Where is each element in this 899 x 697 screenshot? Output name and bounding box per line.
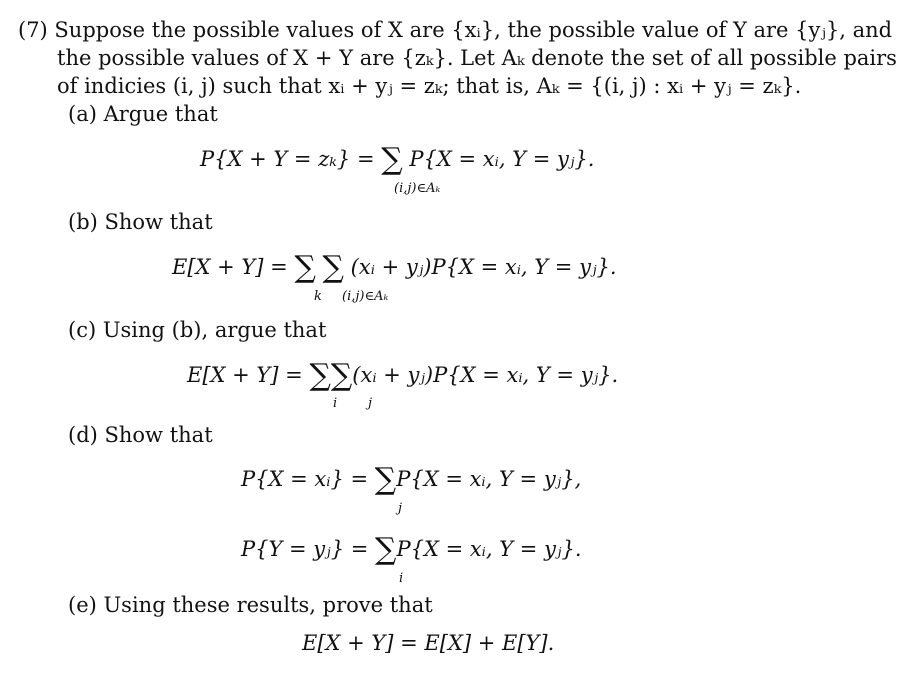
part-d-eq1-lhs: P{X = xᵢ} =	[241, 467, 369, 491]
part-c-sum-index-i: i	[333, 396, 338, 411]
part-b-label: (b) Show that	[68, 210, 213, 234]
part-b-sum-sign-outer: ∑	[294, 250, 316, 285]
part-d-eq2-sum-index: i	[399, 571, 404, 586]
part-a-sum-index: (i,j)∈Aₖ	[394, 181, 441, 196]
part-c-sum-index-j: j	[368, 396, 373, 411]
part-a-lhs: P{X + Y = zₖ} =	[200, 147, 375, 171]
part-d-label: (d) Show that	[68, 423, 213, 447]
part-b-lhs: E[X + Y] =	[172, 255, 288, 279]
part-c-equation	[187, 358, 619, 393]
part-b-sum-index-outer: k	[314, 289, 322, 304]
part-d-eq1-sum-sign: ∑	[374, 462, 397, 497]
part-c-rhs: (xᵢ + yⱼ)P{X = xᵢ, Y = yⱼ}.	[352, 363, 619, 387]
part-d-eq1-sum-index: j	[398, 501, 403, 516]
part-b-sum-sign-inner: ∑	[322, 250, 344, 285]
part-d-equation-2	[241, 532, 582, 567]
part-d-eq2-lhs: P{Y = yⱼ} =	[241, 537, 369, 561]
part-d-eq2-sum-sign: ∑	[375, 532, 397, 567]
problem-statement-line-2: the possible values of X + Y are {zₖ}. Let Aₖ denote the set of all possible pairs	[57, 46, 897, 70]
problem-statement-line-1: (7) Suppose the possible values of X are {xᵢ}, the possible value of Y are {yⱼ}, and	[18, 18, 893, 42]
part-b-rhs: (xᵢ + yⱼ)P{X = xᵢ, Y = yⱼ}.	[350, 255, 617, 279]
part-b-sum-index-inner: (i,j)∈Aₖ	[342, 289, 389, 304]
part-e-label: (e) Using these results, prove that	[68, 593, 433, 617]
part-d-eq1-rhs: P{X = xᵢ, Y = yⱼ},	[396, 467, 582, 491]
part-c-sum-sign-i: ∑	[309, 358, 331, 393]
part-d-eq2-rhs: P{X = xᵢ, Y = yⱼ}.	[396, 537, 582, 561]
part-c-label: (c) Using (b), argue that	[68, 318, 327, 342]
part-c-sum-sign-j: ∑	[330, 358, 353, 393]
part-a-rhs: P{X = xᵢ, Y = yⱼ}.	[409, 147, 595, 171]
part-e-equation: E[X + Y] = E[X] + E[Y].	[302, 631, 555, 655]
part-a-equation	[200, 142, 595, 177]
part-a-sum-sign: ∑	[381, 142, 403, 177]
part-d-equation-1	[241, 462, 582, 497]
part-a-label: (a) Argue that	[68, 102, 218, 126]
part-b-equation	[172, 250, 617, 285]
problem-statement-line-3: of indicies (i, j) such that xᵢ + yⱼ = zₖ; that is, Aₖ = {(i, j) : xᵢ + yⱼ = zₖ}.	[57, 74, 802, 98]
part-c-lhs: E[X + Y] =	[187, 363, 303, 387]
